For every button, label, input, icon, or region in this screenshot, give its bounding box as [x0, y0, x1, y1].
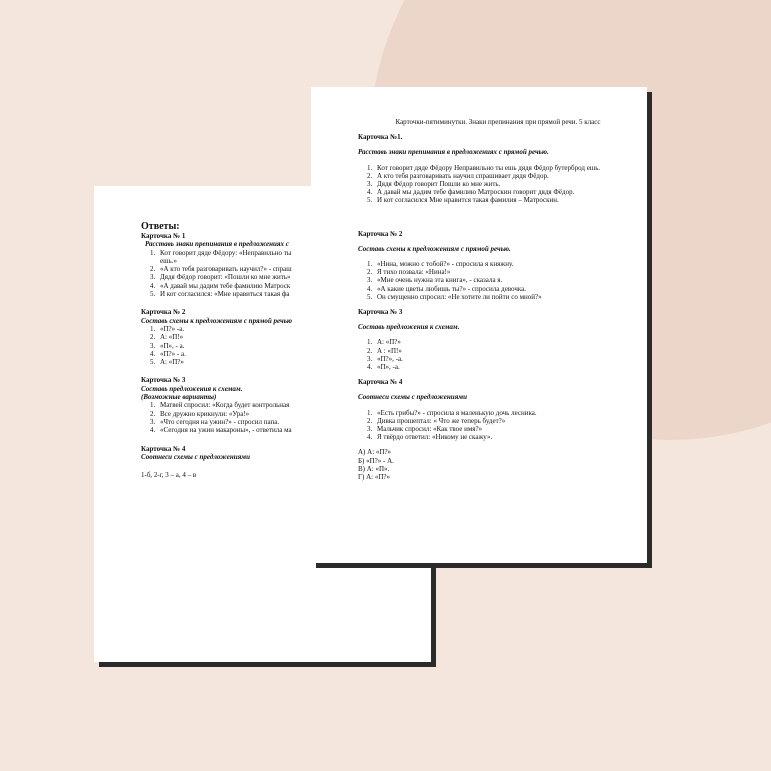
list-item: 4. «П?» - а.	[150, 349, 186, 358]
list-item: 4. «А давай мы дадим тебе фамилию Матроск	[150, 281, 291, 290]
scheme-option: А) А: «П?»	[358, 448, 392, 457]
list-item: 1. Матвей спросил: «Когда будет контрольная	[150, 401, 290, 410]
list-item: 2. Все дружно крикнули: «Ура!»	[150, 409, 250, 418]
card3-list	[358, 338, 638, 371]
card1-list	[358, 164, 638, 205]
answers-card4-answer: 1-б, 2-г, 3 – а, 4 – в	[141, 471, 197, 480]
list-item: 4. «П», -а.	[367, 363, 400, 372]
answers-card3-heading: Карточка № 3	[141, 376, 186, 385]
card2-heading: Карточка № 2	[358, 229, 403, 238]
task-cards-page	[311, 87, 647, 563]
list-item: 5. Он смущенно спросил: «Не хотите ли пойти со мной?»	[367, 292, 542, 301]
list-item: 1. «П?» -а.	[150, 324, 185, 333]
list-item: 1. Кот говорит дяде Фёдору: «Неправильно ты	[150, 248, 292, 257]
answers-card3-task: Составь предложения к схемам.	[141, 384, 243, 393]
list-item: 4. А давай мы дадим тебе фамилию Матроскин говорит дядя Фёдор.	[367, 188, 575, 197]
answers-card4-task: Соотнеси схемы с предложениями	[141, 452, 250, 461]
card3-task: Составь предложения к схемам.	[358, 323, 460, 332]
list-item: 5. И кот согласился Мне нравится такая фамилия – Матроскин.	[367, 196, 559, 205]
list-item: 3. «П», - а.	[150, 341, 185, 350]
list-item: 2. Дивка прошептал: « Что же теперь будет?»	[367, 416, 506, 425]
card4-list	[358, 409, 638, 442]
answers-card1-heading: Карточка № 1	[141, 232, 186, 240]
card4-heading: Карточка № 4	[358, 378, 403, 387]
list-item: 2. А: «П!»	[150, 333, 184, 342]
answers-card3-note: (Возможные варианты)	[141, 393, 217, 402]
document-title: Карточки-пятиминутки. Знаки препинания при прямой речи. 5 класс	[395, 118, 601, 126]
list-item: 3. Мальчик спросил: «Как твое имя?»	[367, 425, 483, 434]
list-item: 3. «Что сегодня на ужин?» - спросил папа.	[150, 417, 280, 426]
card1-heading: Карточка №1.	[358, 133, 403, 142]
scheme-option: Б) «П?» - А.	[358, 456, 394, 465]
card1-task: Расставь знаки препинания в предложениях с прямой речью.	[358, 148, 549, 157]
card3-heading: Карточка № 3	[358, 308, 403, 317]
list-item: 2. А : «П!»	[367, 346, 402, 355]
scheme-option: В) А: «П».	[358, 464, 390, 473]
list-item: 2. «А кто тебя разговаривать научил?» - спраш	[150, 265, 292, 274]
list-item: 1. «Есть грибы?» - спросила я маленькую дочь лесника.	[367, 408, 537, 417]
card4-schemes	[358, 448, 638, 481]
list-item: 5. А: «П?»	[150, 358, 184, 367]
list-item: 1. Кот говорит дяде Фёдору Неправильно ты ешь дядя Фёдор бутерброд ешь.	[367, 163, 601, 172]
list-item: 4. Я твёрдо ответил: «Никому не скажу».	[367, 433, 493, 442]
list-item: 4. «А какие цветы любишь ты?» - спросила девочка.	[367, 284, 527, 293]
list-item: 3. Дядя Фёдор говорит: «Пошли ко мне жить»	[150, 273, 291, 282]
list-item: 4. «Сегодня на ужин макароны», - ответила ма	[150, 426, 292, 435]
answers-card2-heading: Карточка № 2	[141, 308, 186, 317]
answers-title: Ответы:	[141, 221, 180, 232]
scheme-option: Г) А: «П?»	[358, 473, 391, 482]
list-item: 5. И кот согласился: «Мне нравиться такая фа	[150, 290, 290, 299]
list-item: 2. Я тихо позвала: «Нина!»	[367, 268, 451, 277]
list-item: 3. «Мне очень нужна эта книга», - сказала я.	[367, 276, 503, 285]
list-item-continuation: ешь.»	[160, 256, 177, 265]
list-item: 1. А: «П?»	[367, 338, 401, 347]
card4-task: Соотнеси схемы с предложениями	[358, 393, 467, 402]
list-item: 3. «П?», -а.	[367, 354, 403, 363]
list-item: 2. А кто тебя разговаривать научил спрашивает дядя Фёдор.	[367, 171, 549, 180]
answers-card1-task: Расставь знаки препинания в предложениях с	[145, 240, 289, 249]
answers-card2-task: Составь схемы к предложениям с прямой речью	[141, 316, 293, 325]
task-cards-content	[358, 118, 638, 481]
answers-card4-heading: Карточка № 4	[141, 444, 186, 453]
card2-task: Составь схемы к предложениям с прямой речью.	[358, 244, 511, 253]
list-item: 1. «Нина, можно с тобой?» - спросила я княжну.	[367, 260, 514, 269]
list-item: 3. Дядя Фёдор говорит Пошли ко мне жить.	[367, 180, 501, 189]
card2-list	[358, 260, 638, 301]
